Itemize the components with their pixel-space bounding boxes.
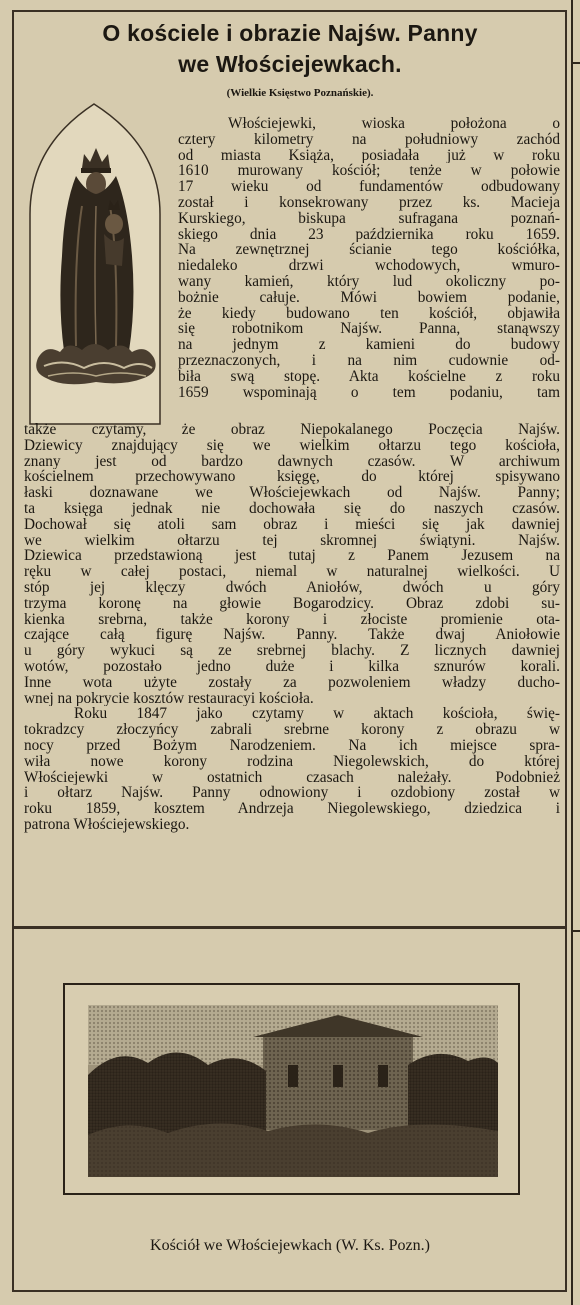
madonna-engraving bbox=[24, 96, 169, 426]
text-line: Włościejewki w ostatnich czasach należały. Podobnież bbox=[24, 769, 560, 786]
section-divider bbox=[12, 926, 567, 929]
text-line: wiła nowe korony rodzina Niegolewskich, do której bbox=[24, 753, 560, 770]
text-line: Na zewnętrznej ścianie tego kościółka, bbox=[178, 242, 560, 259]
text-line: trzyma koronę na głowie Bogarodzicy. Obraz zdobi su- bbox=[24, 595, 560, 612]
text-line: został i konsekrowany przez ks. Macieja bbox=[178, 194, 560, 211]
text-line: bożnie całuje. Mówi bowiem podanie, bbox=[178, 289, 560, 306]
article-subtitle: (Wielkie Księstwo Poznańskie). bbox=[226, 87, 374, 99]
text-line: czające całą figurę Najśw. Panny. Także dwaj Aniołowie bbox=[24, 627, 560, 644]
column-rule-tick bbox=[573, 62, 580, 64]
text-line: 17 wieku od fundamentów odbudowany bbox=[178, 179, 560, 195]
text-line: ta księga jednak nie dochowała się do naszych czasów. bbox=[24, 500, 560, 517]
text-line: także czytamy, że obraz Niepokalanego Poczęcia Najśw. bbox=[24, 422, 560, 438]
text-line: nocy przed Bożym Narodzeniem. Na ich miejsce spra- bbox=[24, 737, 560, 754]
text-line: tokradzcy złoczyńcy zabrali srebrne korony z obrazu w bbox=[24, 722, 560, 738]
text-line: kienka srebrna, także korony i złociste promienie ota- bbox=[24, 611, 560, 628]
text-line: stóp jej klęczy dwóch Aniołów, dwóch u góry bbox=[24, 579, 560, 596]
text-line: wany kamień, który lud okoliczny po- bbox=[178, 273, 560, 290]
text-line: kościelnem przechowywano księgę, do której spisywano bbox=[24, 469, 560, 486]
text-line: patrona Włościejewskiego. bbox=[24, 816, 190, 833]
text-line: cztery kilometry na południowy zachód bbox=[178, 131, 560, 148]
text-line: przeznaczonych, i na nim cudownie od- bbox=[178, 352, 560, 369]
text-line: Włościejewki, wioska położona o bbox=[228, 116, 560, 132]
text-line: 1659 wspominają o tem podaniu, tam bbox=[178, 384, 560, 401]
text-line: u góry wykuci są ze srebrnej blachy. Z licznych dawniej bbox=[24, 643, 560, 659]
text-line: i ołtarz Najśw. Panny odnowiony i ozdobiony został w bbox=[24, 785, 560, 802]
text-line: wnej na pokrycie kosztów restauracyi kościoła. bbox=[24, 690, 314, 707]
text-line: we wielkim ołtarzu tej skromnej świątyni. Najśw. bbox=[24, 532, 560, 549]
text-line: Roku 1847 jako czytamy w aktach kościoła, świę- bbox=[74, 706, 560, 723]
text-line: że kiedy budowano ten kościół, objawiła bbox=[178, 305, 560, 322]
text-line: na jednym z kamieni do budowy bbox=[178, 337, 560, 353]
text-line: biła swą stopę. Akta kościelne z roku bbox=[178, 368, 560, 385]
text-line: niedaleko drzwi wchodowych, wmuro- bbox=[178, 258, 560, 274]
article-body-full bbox=[24, 422, 560, 833]
text-line: wotów, pozostało jedno duże i kilka sznurów korali. bbox=[24, 658, 560, 675]
text-line: ręku w całej postaci, niemal w naturalnej wielkości. U bbox=[24, 564, 560, 580]
text-line: Dziewicy znajdujący się we wielkim ołtarzu tego kościoła, bbox=[24, 437, 560, 454]
text-line: od miasta Książa, posiadała już w roku bbox=[178, 147, 560, 164]
article-body-column bbox=[178, 116, 560, 400]
title-line-1: O kościele i obrazie Najśw. Panny bbox=[102, 20, 478, 46]
text-line: się robotnikom Najśw. Panna, stanąwszy bbox=[178, 321, 560, 338]
photo-caption: Kościół we Włościejewkach (W. Ks. Pozn.) bbox=[150, 1237, 430, 1254]
text-line: znany jest od bardzo dawnych czasów. W archiwum bbox=[24, 453, 560, 470]
column-rule bbox=[571, 0, 573, 1305]
text-line: 1610 murowany kościół; tenże w połowie bbox=[178, 163, 560, 180]
text-line: Dziewica przedstawioną jest tutaj z Panem Jezusem na bbox=[24, 548, 560, 565]
text-line: Inne wota użyte zostały za pozwoleniem władzy ducho- bbox=[24, 674, 560, 691]
title-line-2: we Włościejewkach. bbox=[178, 51, 402, 77]
text-line: roku 1859, kosztem Andrzeja Niegolewskiego, dziedzica i bbox=[24, 801, 560, 817]
article-title bbox=[30, 18, 550, 80]
text-line: skiego dnia 23 października roku 1659. bbox=[178, 226, 560, 243]
text-line: Dochował się atoli sam obraz i mieści się jak dawniej bbox=[24, 516, 560, 533]
column-rule-tick bbox=[573, 930, 580, 932]
church-photograph bbox=[88, 1005, 498, 1177]
text-line: Kurskiego, biskupa sufragana poznań- bbox=[178, 210, 560, 227]
text-line: łaski doznawane we Włościejewkach od Najśw. Panny; bbox=[24, 485, 560, 501]
